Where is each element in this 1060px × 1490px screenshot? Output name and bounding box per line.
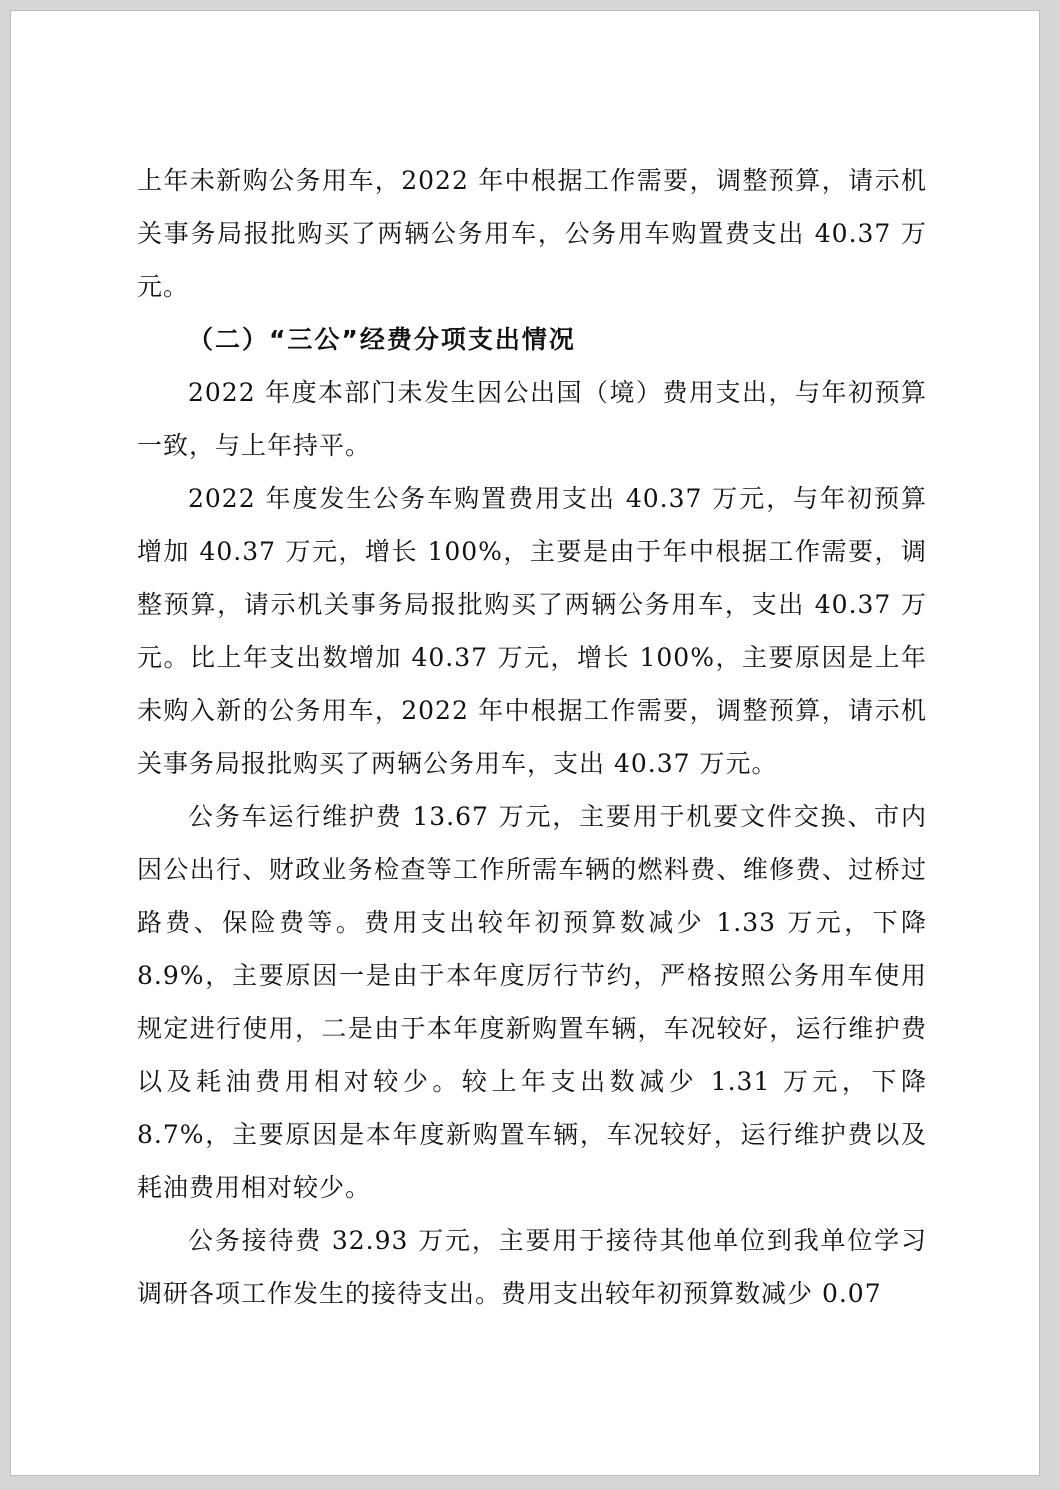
paragraph-vehicle-maintenance: 公务车运行维护费 13.67 万元，主要用于机要文件交换、市内因公出行、财政业务检查等工作所需车辆的燃料费、维修费、过桥过路费、保险费等。费用支出较年初预算数减少 1.33 万元，下降 8.9%，主要原因一是由于本年度厉行节约，严格按照公务用车使用规定进行使用，二是由于本年度新购置车辆，车况较好，运行维护费以及耗油费用相对较少。较上年支出数减少 1.31 万元，下降 8.7%，主要原因是本年度新购置车辆，车况较好，运行维护费以及耗油费用相对较少。	[137, 802, 927, 1202]
paragraph-overseas-travel: 2022 年度本部门未发生因公出国（境）费用支出，与年初预算一致，与上年持平。	[137, 378, 927, 460]
paragraph-vehicle-purchase-continued: 上年未新购公务用车，2022 年中根据工作需要，调整预算，请示机关事务局报批购买了两辆公务用车，公务用车购置费支出 40.37 万元。	[137, 166, 927, 301]
document-body	[137, 154, 927, 1320]
document-page	[10, 10, 1040, 1476]
paragraph-vehicle-purchase: 2022 年度发生公务车购置费用支出 40.37 万元，与年初预算增加 40.37 万元，增长 100%，主要是由于年中根据工作需要，调整预算，请示机关事务局报批购买了两辆公务用车，支出 40.37 万元。比上年支出数增加 40.37 万元，增长 100%，主要原因是上年未购入新的公务用车，2022 年中根据工作需要，调整预算，请示机关事务局报批购买了两辆公务用车，支出 40.37 万元。	[137, 484, 927, 778]
paragraph-reception-expenses: 公务接待费 32.93 万元，主要用于接待其他单位到我单位学习调研各项工作发生的接待支出。费用支出较年初预算数减少 0.07	[137, 1226, 927, 1308]
section-heading-three-public-expenses: （二）“三公”经费分项支出情况	[188, 325, 576, 354]
